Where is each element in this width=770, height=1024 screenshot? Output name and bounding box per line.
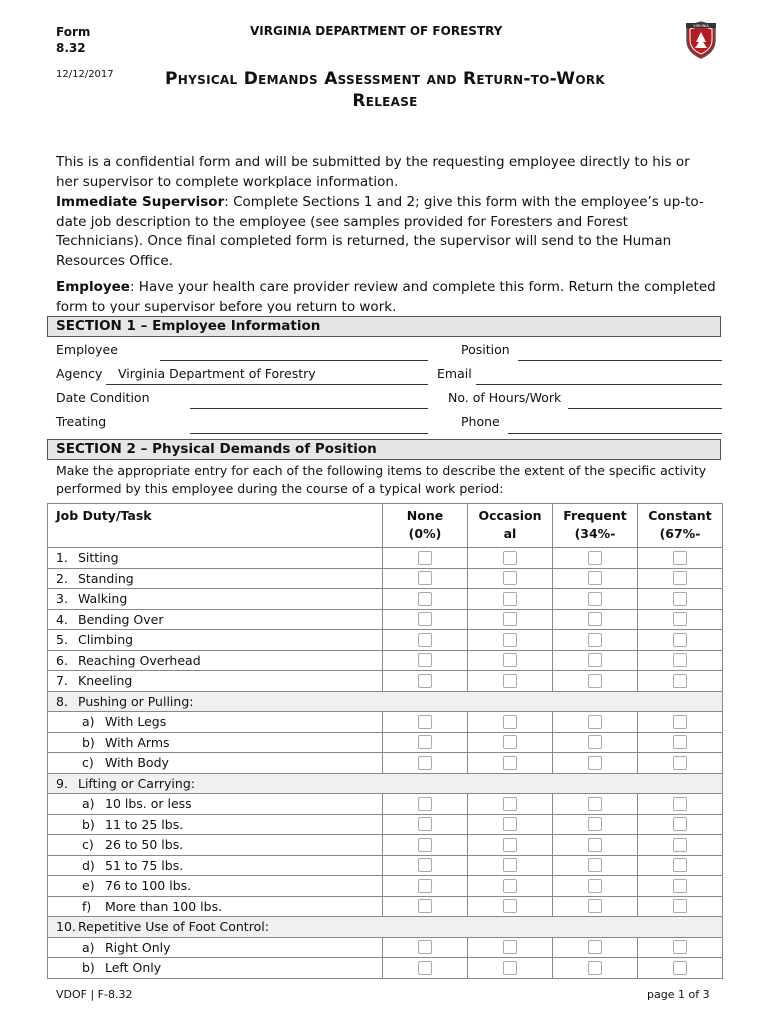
employee-instructions [56,278,716,313]
cell-frequent [553,671,638,692]
checkbox-none[interactable] [418,817,432,831]
form-number: Form 8.32 [56,25,91,55]
task-label: 8. Pushing or Pulling: [48,691,723,712]
confidential-note: This is a confidential form and will be submitted by the requesting employee directly to his or her supervisor to complete workplace information. [56,154,690,188]
table-row [48,589,723,610]
cell-frequent [553,650,638,671]
cell-occasional [468,589,553,610]
agency-input-line [106,384,428,385]
email-label: Email [437,366,472,381]
cell-constant [638,712,723,733]
checkbox-constant[interactable] [673,961,687,975]
supervisor-label: Immediate Supervisor [56,194,225,210]
checkbox-frequent[interactable] [588,735,602,749]
cell-none [383,568,468,589]
cell-none [383,896,468,917]
cell-frequent [553,855,638,876]
task-label: 9. Lifting or Carrying: [48,773,723,794]
task-label: 2. Standing [48,568,383,589]
checkbox-frequent[interactable] [588,715,602,729]
cell-none [383,630,468,651]
hours-input[interactable] [568,408,722,409]
position-label: Position [461,342,510,357]
checkbox-frequent[interactable] [588,674,602,688]
checkbox-frequent[interactable] [588,879,602,893]
cell-occasional [468,876,553,897]
checkbox-occasional[interactable] [503,940,517,954]
cell-none [383,671,468,692]
checkbox-frequent[interactable] [588,899,602,913]
checkbox-none[interactable] [418,797,432,811]
checkbox-occasional[interactable] [503,797,517,811]
cell-frequent [553,937,638,958]
task-label: f) More than 100 lbs. [48,896,383,917]
cell-none [383,814,468,835]
cell-constant [638,794,723,815]
checkbox-frequent[interactable] [588,633,602,647]
table-row [48,568,723,589]
task-label: 10. Repetitive Use of Foot Control: [48,917,723,938]
col-constant: Constant (67%- [638,504,723,548]
checkbox-constant[interactable] [673,633,687,647]
cell-constant [638,814,723,835]
cell-occasional [468,794,553,815]
cell-constant [638,896,723,917]
cell-frequent [553,712,638,733]
checkbox-occasional[interactable] [503,735,517,749]
agency-name: VIRGINIA DEPARTMENT OF FORESTRY [250,24,503,38]
checkbox-none[interactable] [418,674,432,688]
cell-none [383,753,468,774]
task-label: b) Left Only [48,958,383,979]
table-row [48,630,723,651]
checkbox-constant[interactable] [673,674,687,688]
checkbox-none[interactable] [418,571,432,585]
task-label: d) 51 to 75 lbs. [48,855,383,876]
checkbox-occasional[interactable] [503,612,517,626]
cell-frequent [553,794,638,815]
cell-constant [638,609,723,630]
cell-occasional [468,732,553,753]
checkbox-occasional[interactable] [503,674,517,688]
section1-header: SECTION 1 – Employee Information [47,316,721,337]
agency-label: Agency [56,366,103,381]
cell-constant [638,650,723,671]
task-label: 1. Sitting [48,548,383,569]
cell-occasional [468,548,553,569]
cell-none [383,609,468,630]
col-job-duty: Job Duty/Task [48,504,383,548]
table-row [48,876,723,897]
table-row [48,958,723,979]
position-input[interactable] [518,360,722,361]
checkbox-none[interactable] [418,715,432,729]
checkbox-constant[interactable] [673,735,687,749]
checkbox-constant[interactable] [673,571,687,585]
checkbox-frequent[interactable] [588,756,602,770]
cell-constant [638,958,723,979]
checkbox-constant[interactable] [673,940,687,954]
cell-constant [638,937,723,958]
page-number: page 1 of 3 [647,988,710,1001]
cell-none [383,794,468,815]
checkbox-frequent[interactable] [588,592,602,606]
checkbox-frequent[interactable] [588,612,602,626]
checkbox-none[interactable] [418,961,432,975]
checkbox-frequent[interactable] [588,551,602,565]
checkbox-constant[interactable] [673,838,687,852]
checkbox-none[interactable] [418,879,432,893]
checkbox-constant[interactable] [673,817,687,831]
task-label: c) With Body [48,753,383,774]
employee-label: Employee [56,279,130,295]
employee-input[interactable] [160,360,428,361]
footer-form-id: VDOF | F-8.32 [56,988,133,1001]
task-label: b) 11 to 25 lbs. [48,814,383,835]
checkbox-none[interactable] [418,838,432,852]
col-none: None (0%) [383,504,468,548]
table-row [48,814,723,835]
cell-occasional [468,712,553,733]
checkbox-none[interactable] [418,940,432,954]
checkbox-none[interactable] [418,756,432,770]
checkbox-occasional[interactable] [503,633,517,647]
checkbox-constant[interactable] [673,879,687,893]
date-condition-input[interactable] [190,408,428,409]
date-condition-label: Date Condition [56,390,150,405]
checkbox-occasional[interactable] [503,817,517,831]
cell-frequent [553,958,638,979]
checkbox-occasional[interactable] [503,879,517,893]
checkbox-frequent[interactable] [588,571,602,585]
cell-frequent [553,630,638,651]
checkbox-occasional[interactable] [503,899,517,913]
col-occasional: Occasion al [468,504,553,548]
checkbox-none[interactable] [418,592,432,606]
cell-none [383,548,468,569]
checkbox-none[interactable] [418,899,432,913]
section2-instructions: Make the appropriate entry for each of the following items to describe the extent of the specific activity performed by this employee during the course of a typical work period: [56,463,707,496]
cell-none [383,589,468,610]
col-frequent: Frequent (34%- [553,504,638,548]
cell-occasional [468,896,553,917]
task-label: b) With Arms [48,732,383,753]
table-group-row [48,917,723,938]
treating-label: Treating [56,414,107,429]
table-row [48,753,723,774]
checkbox-occasional[interactable] [503,838,517,852]
checkbox-constant[interactable] [673,551,687,565]
cell-frequent [553,732,638,753]
cell-constant [638,671,723,692]
cell-frequent [553,568,638,589]
task-label: 5. Climbing [48,630,383,651]
task-label: a) Right Only [48,937,383,958]
checkbox-frequent[interactable] [588,653,602,667]
table-row [48,712,723,733]
cell-constant [638,876,723,897]
cell-occasional [468,835,553,856]
cell-constant [638,753,723,774]
table-row [48,732,723,753]
table-row [48,609,723,630]
supervisor-text: : Complete Sections 1 and 2; give this form with the employee’s up-to-date job description to the employee (see samples provided for Foresters and Forest Technicians). Once final completed form is returned, the supervisor will send to the Human Resources Office. [56,194,704,269]
checkbox-occasional[interactable] [503,715,517,729]
cell-none [383,937,468,958]
checkbox-constant[interactable] [673,715,687,729]
checkbox-occasional[interactable] [503,653,517,667]
cell-occasional [468,630,553,651]
page-title: Physical Demands Assessment and Return-to-Work Release [165,69,605,111]
checkbox-none[interactable] [418,551,432,565]
cell-none [383,732,468,753]
cell-occasional [468,609,553,630]
form-date: 12/12/2017 [56,69,114,80]
supervisor-instructions [56,193,716,271]
cell-occasional [468,937,553,958]
cell-constant [638,630,723,651]
checkbox-frequent[interactable] [588,961,602,975]
checkbox-none[interactable] [418,653,432,667]
cell-frequent [553,814,638,835]
checkbox-occasional[interactable] [503,592,517,606]
checkbox-none[interactable] [418,612,432,626]
checkbox-occasional[interactable] [503,571,517,585]
treating-input[interactable] [190,433,428,434]
cell-none [383,835,468,856]
checkbox-constant[interactable] [673,797,687,811]
cell-constant [638,568,723,589]
cell-none [383,958,468,979]
table-row [48,548,723,569]
checkbox-constant[interactable] [673,858,687,872]
cell-constant [638,855,723,876]
task-label: 6. Reaching Overhead [48,650,383,671]
cell-frequent [553,609,638,630]
table-group-row [48,773,723,794]
checkbox-frequent[interactable] [588,940,602,954]
task-label: a) 10 lbs. or less [48,794,383,815]
task-label: 4. Bending Over [48,609,383,630]
table-group-row [48,691,723,712]
cell-constant [638,835,723,856]
checkbox-none[interactable] [418,633,432,647]
task-label: a) With Legs [48,712,383,733]
checkbox-occasional[interactable] [503,551,517,565]
cell-constant [638,548,723,569]
task-label: 7. Kneeling [48,671,383,692]
cell-occasional [468,568,553,589]
cell-occasional [468,650,553,671]
cell-none [383,712,468,733]
table-row [48,835,723,856]
table-row [48,671,723,692]
checkbox-occasional[interactable] [503,858,517,872]
cell-constant [638,732,723,753]
checkbox-constant[interactable] [673,592,687,606]
employee-label-field: Employee [56,342,118,357]
physical-demands-table [47,503,723,979]
svg-text:VIRGINIA: VIRGINIA [693,24,709,28]
cell-none [383,855,468,876]
checkbox-constant[interactable] [673,756,687,770]
table-row [48,937,723,958]
cell-occasional [468,671,553,692]
table-row [48,855,723,876]
task-label: c) 26 to 50 lbs. [48,835,383,856]
cell-none [383,650,468,671]
cell-occasional [468,958,553,979]
cell-constant [638,589,723,610]
checkbox-frequent[interactable] [588,817,602,831]
checkbox-constant[interactable] [673,899,687,913]
employee-text: : Have your health care provider review and complete this form. Return the completed form to your supervisor before you return to work. [56,279,716,313]
agency-value[interactable]: Virginia Department of Forestry [118,366,316,381]
table-row [48,794,723,815]
cell-occasional [468,855,553,876]
cell-none [383,876,468,897]
cell-occasional [468,753,553,774]
table-row [48,650,723,671]
email-input[interactable] [476,384,722,385]
cell-frequent [553,753,638,774]
checkbox-constant[interactable] [673,612,687,626]
table-row [48,896,723,917]
forestry-logo [683,20,719,60]
checkbox-none[interactable] [418,858,432,872]
checkbox-none[interactable] [418,735,432,749]
checkbox-occasional[interactable] [503,756,517,770]
cell-frequent [553,589,638,610]
cell-frequent [553,876,638,897]
cell-occasional [468,814,553,835]
cell-frequent [553,548,638,569]
task-label: 3. Walking [48,589,383,610]
phone-input[interactable] [508,433,722,434]
checkbox-frequent[interactable] [588,858,602,872]
checkbox-occasional[interactable] [503,961,517,975]
hours-label: No. of Hours/Work [448,390,562,405]
checkbox-constant[interactable] [673,653,687,667]
checkbox-frequent[interactable] [588,797,602,811]
section2-header: SECTION 2 – Physical Demands of Position [47,439,721,460]
cell-frequent [553,835,638,856]
task-label: e) 76 to 100 lbs. [48,876,383,897]
phone-label: Phone [461,414,500,429]
cell-frequent [553,896,638,917]
checkbox-frequent[interactable] [588,838,602,852]
